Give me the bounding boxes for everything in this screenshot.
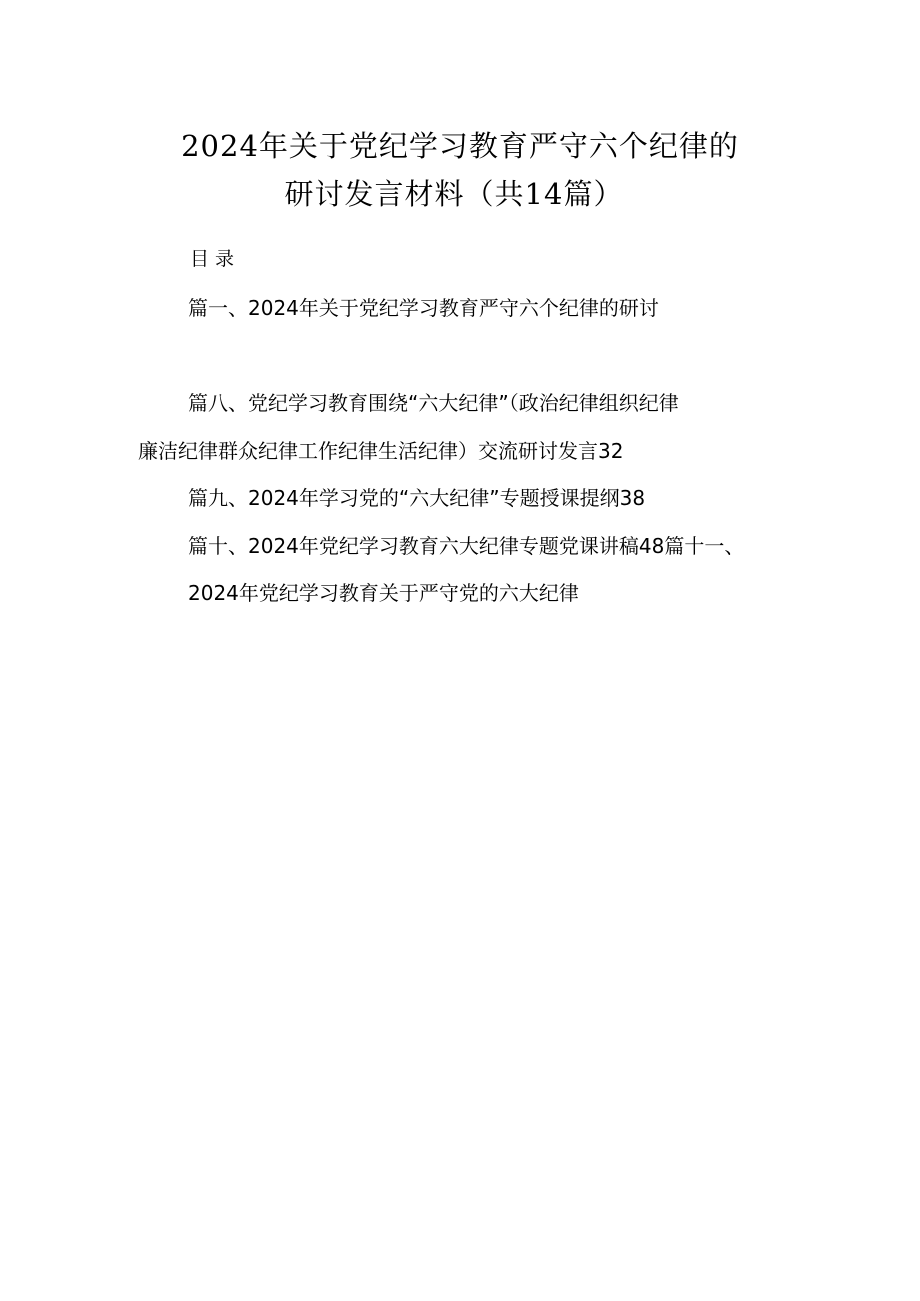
toc-entry-8-line-1: 篇八、党纪学习教育围绕“六大纪律”（政治纪律组织纪律: [188, 391, 679, 415]
toc-entry-1: 篇一、2024年关于党纪学习教育严守六个纪律的研讨: [188, 296, 659, 320]
toc-entry-8-line-2: 廉洁纪律群众纪律工作纪律生活纪律）交流研讨发言32: [138, 439, 624, 463]
toc-entry-9: 篇九、2024年学习党的“六大纪律”专题授课提纲38: [188, 486, 646, 510]
toc-entry-10: 篇十、2024年党纪学习教育六大纪律专题党课讲稿48篇十一、: [188, 534, 745, 558]
toc-heading: 目录: [190, 248, 241, 270]
toc-entry-11: 2024年党纪学习教育关于严守党的六大纪律: [188, 581, 579, 605]
document-title-line-2: 研讨发言材料（共14篇）: [284, 177, 624, 211]
document-title-line-1: 2024年关于党纪学习教育严守六个纪律的: [181, 129, 739, 163]
